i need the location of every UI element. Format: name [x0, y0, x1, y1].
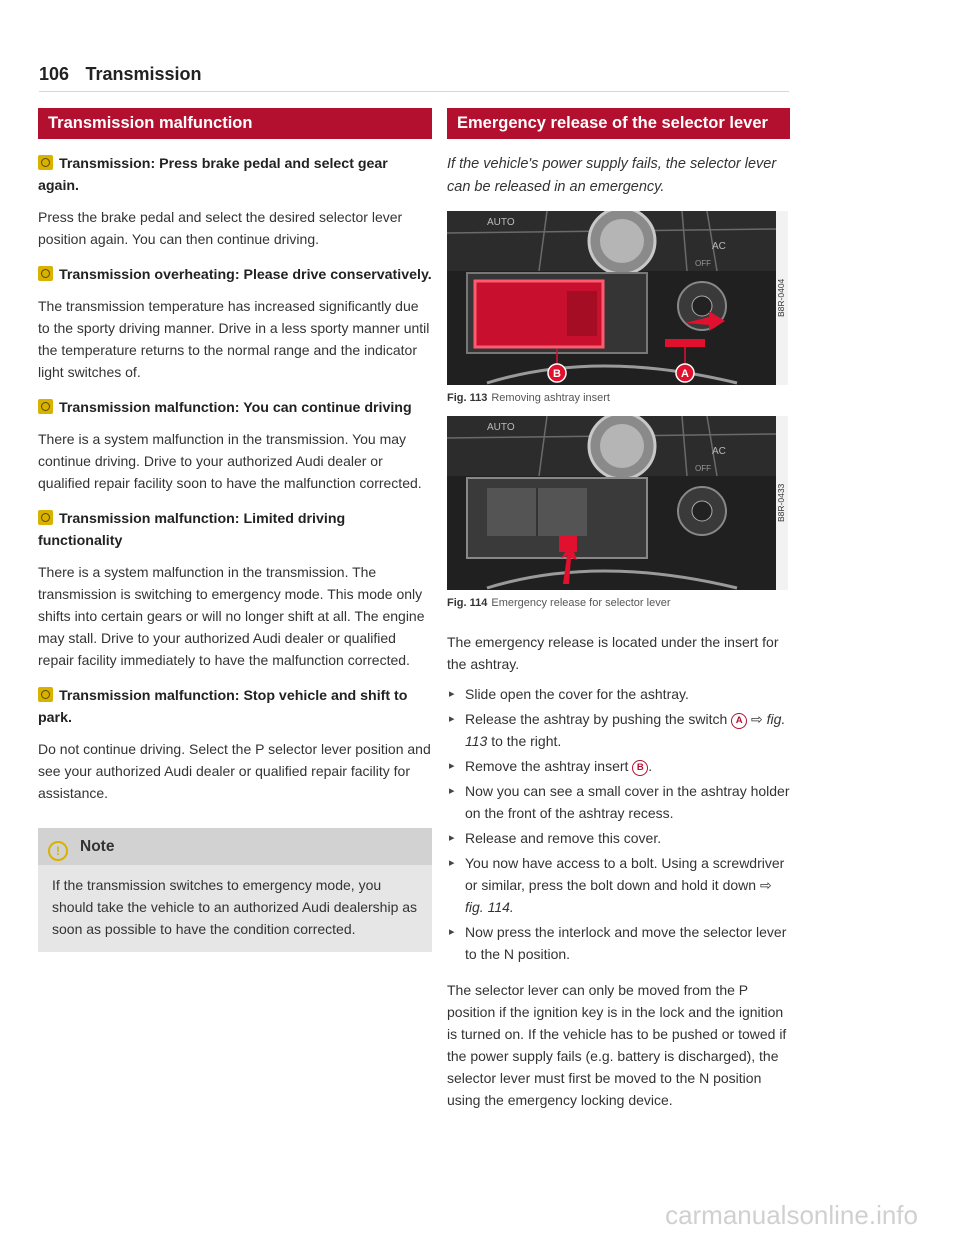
- caption-text: Removing ashtray insert: [491, 392, 610, 404]
- marker-a: A: [681, 368, 689, 380]
- running-head: [39, 64, 789, 92]
- figure-113-image: [447, 211, 788, 385]
- auto-label: AUTO: [487, 217, 515, 228]
- message-item: [38, 508, 432, 671]
- off-label: OFF: [695, 259, 711, 268]
- auto-label: AUTO: [487, 422, 515, 433]
- ac-label: AC: [712, 241, 726, 252]
- message-text: There is a system malfunction in the transmission. The transmission is switching to emergency mode. This mode only shifts into certain gears or will no longer shift at all. The engine may stall. Drive to your authorized Audi dealer or qualified repair facility immediately to have the malfunction corrected.: [38, 564, 425, 668]
- running-title: Transmission: [85, 64, 202, 84]
- step-item: ▸ Slide open the cover for the ashtray.: [447, 683, 790, 705]
- message-heading: Transmission: Press brake pedal and select gear again.: [38, 156, 388, 194]
- marker-b-inline: B: [632, 760, 648, 776]
- marker-b: B: [553, 368, 561, 380]
- info-icon: !: [48, 841, 68, 861]
- message-item: [38, 264, 432, 383]
- note-text: If the transmission switches to emergency mode, you should take the vehicle to an authorized Audi dealership as soon as possible to have the condition corrected.: [52, 877, 418, 937]
- section-title-emergency-release: Emergency release of the selector lever: [447, 108, 790, 139]
- off-label: OFF: [695, 464, 711, 473]
- center-console-illustration: [447, 416, 776, 590]
- transmission-warning-icon: [38, 510, 53, 525]
- figure-label: Fig. 114: [447, 597, 488, 609]
- message-item: [38, 153, 432, 250]
- transmission-warning-icon: [38, 155, 53, 170]
- message-heading: Transmission overheating: Please drive conservatively.: [59, 267, 432, 283]
- page-number: 106: [39, 64, 70, 84]
- message-text: There is a system malfunction in the transmission. You may continue driving. Drive to your authorized Audi dealer or qualified repair facility soon to have the malfunction corrected.: [38, 431, 422, 491]
- right-column: [447, 108, 790, 1111]
- intro-text: If the vehicle's power supply fails, the selector lever can be released in an emergency.: [447, 156, 777, 195]
- ac-label: AC: [712, 446, 726, 457]
- figure-reference-link[interactable]: ⇨ fig. 113: [465, 711, 786, 749]
- transmission-warning-icon: [38, 399, 53, 414]
- figure-114-caption: [447, 597, 790, 609]
- figure-code: B8R-0404: [776, 211, 788, 385]
- center-console-illustration: [447, 211, 776, 385]
- location-text: The emergency release is located under the insert for the ashtray.: [447, 634, 779, 672]
- step-item: ▸ Release the ashtray by pushing the switch A ⇨ fig. 113 to the right.: [447, 708, 790, 752]
- watermark: carmanualsonline.info: [665, 1200, 918, 1230]
- figure-reference-link[interactable]: ⇨ fig. 114.: [465, 877, 772, 915]
- message-heading: Transmission malfunction: Stop vehicle and shift to park.: [38, 688, 408, 726]
- message-text: The transmission temperature has increased significantly due to the sporty driving manner. Drive in a less sporty manner until the temperature returns to the normal range and the indicator light switches of.: [38, 298, 430, 380]
- message-heading: Transmission malfunction: Limited driving functionality: [38, 511, 346, 549]
- left-column: [38, 108, 432, 952]
- step-item: ▸ Now you can see a small cover in the ashtray holder on the front of the ashtray recess.: [447, 780, 790, 824]
- caption-text: Emergency release for selector lever: [491, 597, 671, 609]
- note-title: Note: [80, 838, 115, 855]
- figure-label: Fig. 113: [447, 392, 488, 404]
- message-item: [38, 685, 432, 804]
- step-list: [447, 683, 790, 965]
- note-box: [38, 828, 432, 952]
- figure-114-image: [447, 416, 788, 590]
- figure-113-caption: [447, 392, 790, 404]
- step-item: ▸ Now press the interlock and move the selector lever to the N position.: [447, 921, 790, 965]
- marker-a-inline: A: [731, 713, 747, 729]
- figure-code: B8R-0433: [776, 416, 788, 590]
- step-item: ▸ Release and remove this cover.: [447, 827, 790, 849]
- message-item: [38, 397, 432, 494]
- transmission-warning-icon: [38, 687, 53, 702]
- message-heading: Transmission malfunction: You can continue driving: [59, 400, 412, 416]
- message-text: Press the brake pedal and select the desired selector lever position again. You can then continue driving.: [38, 209, 403, 247]
- transmission-warning-icon: [38, 266, 53, 281]
- note-header: [38, 828, 432, 865]
- step-item: ▸ You now have access to a bolt. Using a screwdriver or similar, press the bolt down and hold it down ⇨ fig. 114.: [447, 852, 790, 918]
- section-title-transmission-malfunction: Transmission malfunction: [38, 108, 432, 139]
- closing-paragraph: The selector lever can only be moved from the P position if the ignition key is in the lock and the ignition is turned on. If the vehicle has to be pushed or towed if the power supply fails (e.g. battery is discharged), the selector lever must first be moved to the N position using the emergency locking device.: [447, 982, 787, 1108]
- step-item: ▸ Remove the ashtray insert B .: [447, 755, 790, 777]
- message-text: Do not continue driving. Select the P selector lever position and see your authorized Audi dealer or qualified repair facility for assistance.: [38, 741, 431, 801]
